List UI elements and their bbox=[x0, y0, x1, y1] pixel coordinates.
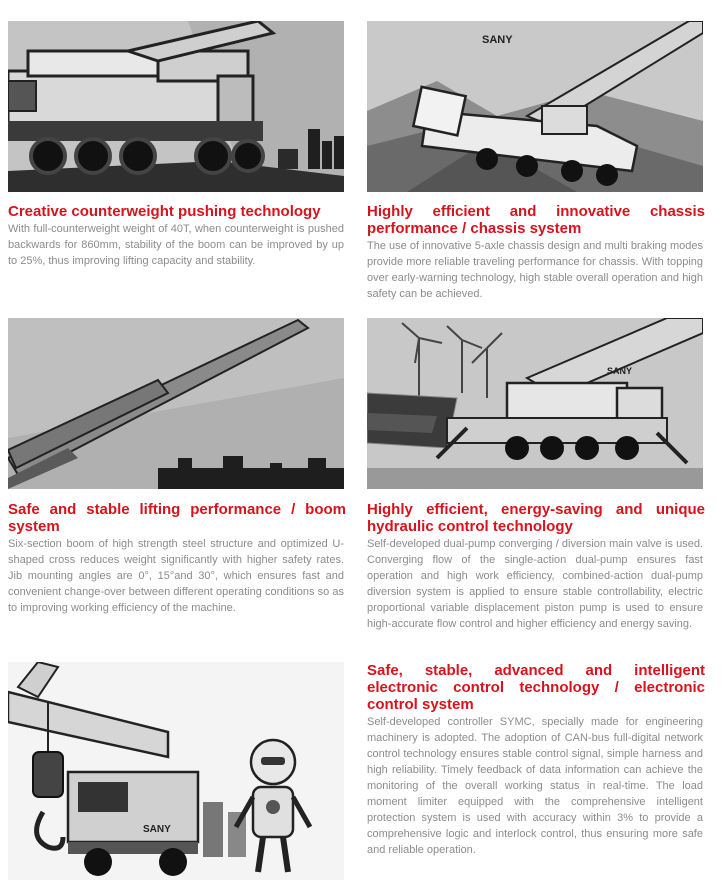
electronic-illustration bbox=[8, 662, 344, 880]
section-title-counterweight: Creative counterweight pushing technology bbox=[8, 203, 321, 220]
chassis-sany-logo: SANY bbox=[482, 34, 513, 46]
boom-image bbox=[8, 318, 344, 489]
counterweight-illustration bbox=[8, 21, 344, 192]
chassis-illustration bbox=[367, 21, 703, 192]
section-body-counterweight: With full-counterweight weight of 40T, when counterweight is pushed backwards for 860mm, stability of the boom can be improved by up to 25%, thus improving lifting capacity and stability. bbox=[8, 223, 344, 267]
section-title-hydraulic: Highly efficient, energy-saving and unique hydraulic control technology bbox=[367, 501, 705, 535]
chassis-image bbox=[367, 21, 703, 192]
section-title-chassis: Highly efficient and innovative chassis performance / chassis system bbox=[367, 203, 705, 237]
hydraulic-image bbox=[367, 318, 703, 489]
hydraulic-sany-logo: SANY bbox=[607, 366, 633, 376]
section-title-boom: Safe and stable lifting performance / boom system bbox=[8, 501, 346, 535]
section-title-electronic: Safe, stable, advanced and intelligent electronic control technology / electronic control system bbox=[367, 662, 705, 713]
counterweight-image bbox=[8, 21, 344, 192]
electronic-sany-logo: SANY bbox=[143, 824, 171, 835]
section-body-hydraulic: Self-developed dual-pump converging / diversion main valve is used. Converging flow of the single-action dual-pump ensures fast operation and high work efficiency, combined-action dual-pump diversion system is applied to ensure stable controllability, electric proportional variable displacement piston pump is used to ensure high-accurate flow control and higher efficiency and energy saving. bbox=[367, 538, 703, 630]
boom-illustration bbox=[8, 318, 344, 489]
section-body-chassis: The use of innovative 5-axle chassis design and multi braking modes provide more reliable traveling performance for chassis. With topping over early-warning technology, high stable overall operation and high safety can be achieved. bbox=[367, 240, 703, 300]
hydraulic-illustration bbox=[367, 318, 703, 489]
electronic-image bbox=[8, 662, 344, 880]
section-body-boom: Six-section boom of high strength steel structure and optimized U-shaped cross reduces weight significantly with higher safety rates. Jib mounting angles are 0°, 15°and 30°, which ensures fast and convenient change-over between different operating conditions so as to improving working efficiency of the machine. bbox=[8, 538, 344, 614]
section-body-electronic: Self-developed controller SYMC, specially made for engineering machinery is adopted. The adoption of CAN-bus full-digital network control technology ensures stable control signal, simple harness and high reliability. Timely feedback of data information can achieve the monitoring of the overall working status in real-time. The load moment limiter equipped with the comprehensive intelligent protection system is used with accuracy within 3% to provide a comprehensive logic and interlock control, thus ensuring more safe and reliable operation. bbox=[367, 716, 703, 856]
